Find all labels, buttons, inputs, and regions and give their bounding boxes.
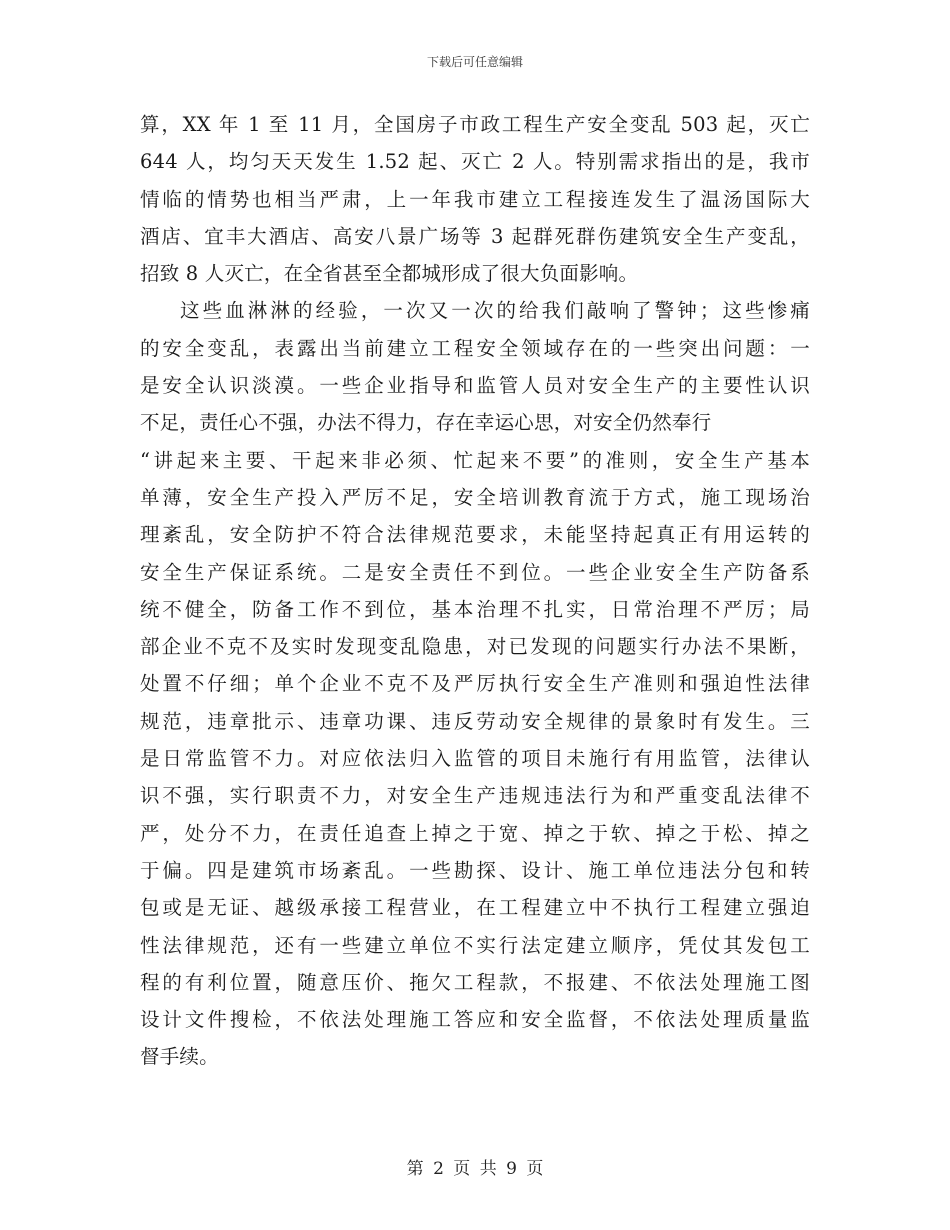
text-line: 招致 8 人灭亡，在全省甚至全都城形成了很大负面影响。 — [140, 262, 639, 286]
text-line: 部企业不克不及实时发现变乱隐患，对已发现的问题实行办法不果断， — [140, 635, 810, 659]
text-line: 性法律规范，还有一些建立单位不实行法定建立顺序，凭仗其发包工 — [140, 933, 810, 957]
text-line: 是安全认识淡漠。一些企业指导和监管人员对安全生产的主要性认识 — [140, 374, 810, 398]
text-line: 单薄，安全生产投入严厉不足，安全培训教育流于方式，施工现场治 — [140, 485, 810, 509]
text-line: 督手续。 — [140, 1045, 219, 1069]
text-line: 严，处分不力，在责任追查上掉之于宽、掉之于软、掉之于松、掉之 — [140, 821, 810, 845]
text-line: 设计文件搜检，不依法处理施工答应和安全监督，不依法处理质量监 — [140, 1008, 810, 1032]
text-line: “讲起来主要、干起来非必须、忙起来不要”的准则，安全生产基本 — [140, 448, 810, 472]
text-line: 情临的情势也相当严肃，上一年我市建立工程接连发生了温汤国际大 — [140, 187, 810, 211]
text-line: 包或是无证、越级承接工程营业，在工程建立中不执行工程建立强迫 — [140, 896, 810, 920]
text-line: 安全生产保证系统。二是安全责任不到位。一些企业安全生产防备系 — [140, 560, 810, 584]
text-line: 程的有利位置，随意压价、拖欠工程款，不报建、不依法处理施工图 — [140, 970, 810, 994]
text-line: 644 人，均匀天天发生 1.52 起、灭亡 2 人。特别需求指出的是，我市 — [140, 150, 810, 174]
text-line: 规范，违章批示、违章功课、违反劳动安全规律的景象时有发生。三 — [140, 709, 810, 733]
text-line: 不足，责任心不强，办法不得力，存在幸运心思，对安全仍然奉行 — [140, 411, 712, 435]
text-line: 统不健全，防备工作不到位，基本治理不扎实，日常治理不严厉；局 — [140, 597, 810, 621]
text-line: 处置不仔细；单个企业不克不及严厉执行安全生产准则和强迫性法律 — [140, 672, 810, 696]
text-line: 这些血淋淋的经验，一次又一次的给我们敲响了警钟；这些惨痛 — [180, 299, 810, 323]
text-line: 识不强，实行职责不力，对安全生产违规违法行为和严重变乱法律不 — [140, 784, 810, 808]
text-line: 算，XX 年 1 至 11 月，全国房子市政工程生产安全变乱 503 起，灭亡 — [140, 113, 810, 136]
text-line: 的安全变乱，表露出当前建立工程安全领域存在的一些突出问题：一 — [140, 336, 810, 360]
text-line: 于偏。四是建筑市场紊乱。一些勘探、设计、施工单位违法分包和转 — [140, 858, 810, 882]
text-line: 是日常监管不力。对应依法归入监管的项目未施行有用监管，法律认 — [140, 747, 810, 771]
document-body — [140, 106, 810, 1076]
page-number: 第 2 页 共 9 页 — [406, 1159, 544, 1179]
text-line: 理紊乱，安全防护不符合法律规范要求，未能坚持起真正有用运转的 — [140, 523, 810, 547]
page-header-note: 下载后可任意编辑 — [426, 55, 523, 69]
text-line: 酒店、宜丰大酒店、高安八景广场等 3 起群死群伤建筑安全生产变乱， — [140, 224, 810, 248]
